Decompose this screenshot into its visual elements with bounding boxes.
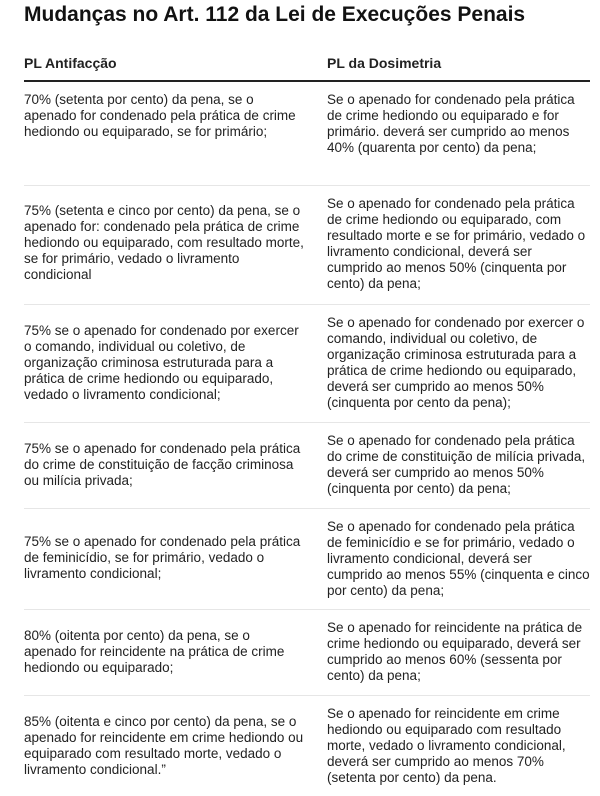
cell-pl-antifaccao: 75% se o apenado for condenado por exercer o comando, individual ou coletivo, de organização criminosa estruturada para a prática de crime hediondo ou equiparado, vedado o livramento condicional; bbox=[24, 323, 299, 402]
table-row bbox=[24, 186, 590, 305]
table-row bbox=[24, 610, 590, 696]
cell-pl-antifaccao: 80% (oitenta por cento) da pena, se o apenado for reincidente na prática de crime hediondo ou equiparado; bbox=[24, 628, 285, 675]
cell-pl-dosimetria: Se o apenado for condenado pela prática de crime hediondo ou equiparado, com resultado morte e se for primário, vedado o livramento condicional, deverá ser cumprido ao menos 50% (cinquenta por cento) da pena; bbox=[327, 196, 586, 291]
table-row bbox=[24, 305, 590, 423]
cell-pl-antifaccao: 75% se o apenado for condenado pela prática de feminicídio, se for primário, vedado o livramento condicional; bbox=[24, 534, 301, 581]
column-header-pl-dosimetria: PL da Dosimetria bbox=[327, 55, 442, 71]
cell-pl-antifaccao: 75% se o apenado for condenado pela prática do crime de constituição de facção criminosa ou milícia privada; bbox=[24, 441, 301, 488]
table-row bbox=[24, 509, 590, 610]
cell-pl-antifaccao: 75% (setenta e cinco por cento) da pena, se o apenado for: condenado pela prática de crime hediondo ou equiparado, com resultado morte, se for primário, vedado o livramento condicional bbox=[24, 203, 304, 282]
cell-pl-dosimetria: Se o apenado for condenado pela prática de crime hediondo ou equiparado e for primário. deverá ser cumprido ao menos 40% (quarenta por cento) da pena; bbox=[327, 92, 575, 155]
column-header-pl-antifaccao: PL Antifacção bbox=[24, 55, 117, 71]
table-row bbox=[24, 423, 590, 509]
cell-pl-dosimetria: Se o apenado for condenado por exercer o comando, individual ou coletivo, de organização criminosa estruturada para a prática de crime hediondo ou equiparado, deverá ser cumprido ao menos 50% (cinquenta por cento da pena); bbox=[327, 315, 585, 410]
cell-pl-dosimetria: Se o apenado for reincidente na prática de crime hediondo ou equiparado, deverá ser cumprido ao menos 60% (sessenta por cento) da pena; bbox=[327, 620, 583, 683]
cell-pl-dosimetria: Se o apenado for reincidente em crime hediondo ou equiparado com resultado morte, vedado o livramento condicional, deverá ser cumprido ao menos 70% (setenta por cento) da pena. bbox=[327, 706, 566, 785]
table-header-row bbox=[24, 52, 590, 82]
cell-pl-dosimetria: Se o apenado for condenado pela prática do crime de constituição de milícia privada, deverá ser cumprido ao menos 50% (cinquenta por cento) da pena; bbox=[327, 433, 586, 496]
cell-pl-antifaccao: 70% (setenta por cento) da pena, se o apenado for condenado pela prática de crime hediondo ou equiparado, se for primário; bbox=[24, 92, 296, 139]
page-title: Mudanças no Art. 112 da Lei de Execuções Penais bbox=[24, 3, 526, 26]
comparison-table bbox=[24, 52, 590, 796]
table-row bbox=[24, 696, 590, 796]
cell-pl-dosimetria: Se o apenado for condenado pela prática de feminicídio e se for primário, vedado o livramento condicional, deverá ser cumprido ao menos 55% (cinquenta e cinco por cento) da pena; bbox=[327, 519, 590, 598]
cell-pl-antifaccao: 85% (oitenta e cinco por cento) da pena, se o apenado for reincidente em crime hediondo ou equiparado com resultado morte, vedado o livramento condicional.” bbox=[24, 714, 304, 777]
table-row bbox=[24, 82, 590, 186]
